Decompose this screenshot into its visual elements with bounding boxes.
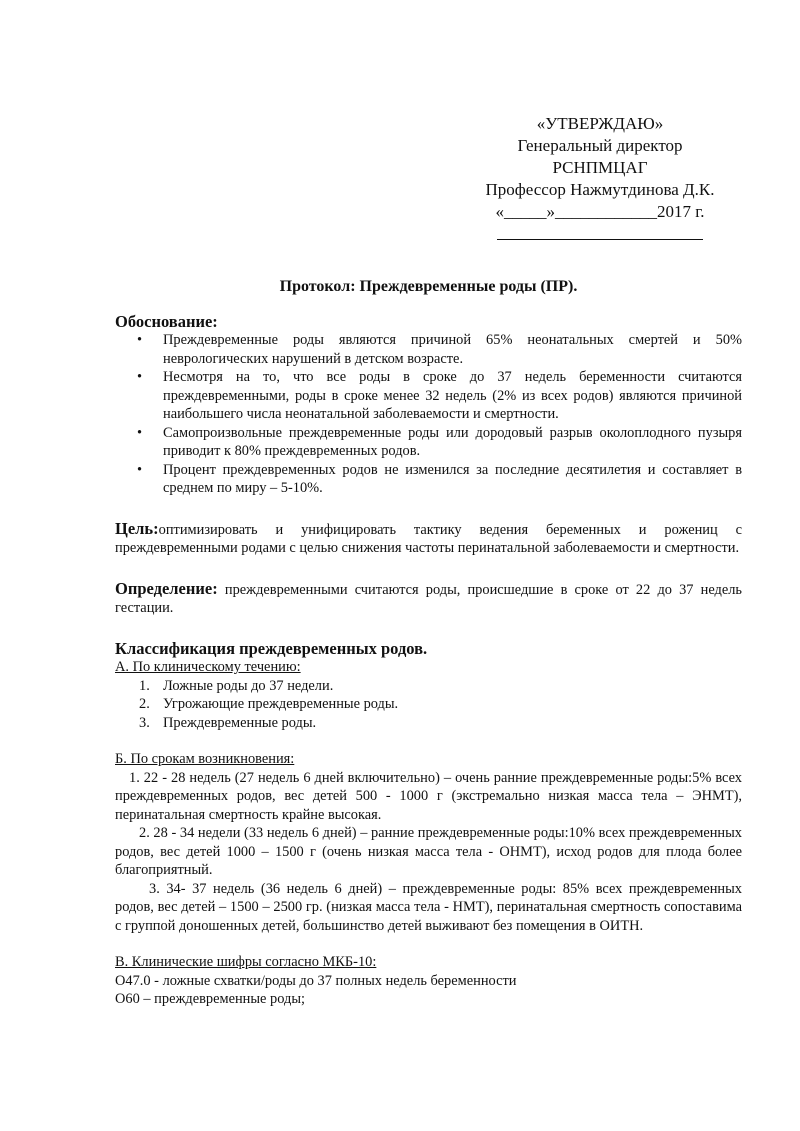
list-item: • Несмотря на то, что все роды в сроке до 37 недель беременности считаются преждевременными, роды в сроке менее 32 недель (2% из всех родов) являются причиной наибольшего числа неонатальной заболеваемости и смертности. [163, 368, 742, 424]
goal-heading: Цель: [115, 518, 159, 538]
classification-a-title: А. По клиническому течению: [115, 659, 301, 675]
classification-heading: Классификация преждевременных родов. [115, 638, 428, 658]
classification-c-title: В. Клинические шифры согласно МКБ-10: [115, 954, 377, 970]
list-item: • Самопроизвольные преждевременные роды или дородовый разрыв околоплодного пузыря приводит к 80% преждевременных родов. [163, 424, 742, 461]
list-item: 2. Угрожающие преждевременные роды. [139, 696, 399, 712]
approval-block [470, 113, 730, 240]
classification-b-title: Б. По срокам возникновения: [115, 751, 295, 767]
list-item: 1. Ложные роды до 37 недели. [139, 677, 334, 694]
classification-b-item: 2. 28 - 34 недели (33 недель 6 дней) – ранние преждевременные роды:10% всех преждевременных родов, вес детей 1000 – 1500 г (очень низкая масса тела - ОНМТ), исход родов для плода более благоприятный. [115, 825, 742, 878]
icd-code-item: О47.0 - ложные схватки/роды до 37 полных недель беременности [115, 972, 517, 989]
list-item: • Процент преждевременных родов не изменился за последние десятилетия и составляет в среднем по миру – 5-10%. [163, 461, 742, 498]
organization-name: РСНПМЦАГ [552, 158, 648, 177]
goal-text: оптимизировать и унифицировать тактику ведения беременных и рожениц с преждевременными родами с целью снижения частоты перинатальной заболеваемости и смертности. [115, 521, 742, 556]
rationale-list [115, 331, 742, 498]
document-title: Протокол: Преждевременные роды (ПР). [279, 278, 578, 295]
approval-date-line: «_____»____________2017 г. [495, 202, 705, 221]
signature-line [497, 229, 703, 240]
icd-code-item: О60 – преждевременные роды; [115, 991, 306, 1007]
definition-text: преждевременными считаются роды, происшедшие в сроке от 22 до 37 недель гестации. [115, 581, 742, 616]
document-body [115, 278, 742, 1009]
classification-a-list [115, 677, 742, 733]
approval-stamp: «УТВЕРЖДАЮ» [536, 114, 664, 133]
classification-b-item: 1. 22 - 28 недель (27 недель 6 дней включительно) – очень ранние преждевременные роды:5% всех преждевременных родов, вес детей 500 - 1000 г (экстремально низкая масса тела – ЭНМТ), перинатальная смертность крайне высокая. [115, 769, 742, 823]
classification-b-item: 3. 34- 37 недель (36 недель 6 дней) – преждевременные роды: 85% всех преждевременных родов, вес детей – 1500 – 2500 гр. (низкая масса тела - НМТ), перинатальная смертность сопоставима с группой доношенных детей, большинство детей выживают без помещения в ОИТН. [115, 880, 742, 934]
definition-paragraph [115, 580, 742, 618]
goal-paragraph [115, 520, 742, 558]
list-item: 3. Преждевременные роды. [139, 714, 317, 731]
definition-heading: Определение: [115, 578, 218, 598]
rationale-heading: Обоснование: [115, 311, 218, 331]
approver-position: Генеральный директор [517, 136, 683, 155]
approver-name: Профессор Нажмутдинова Д.К. [485, 180, 715, 199]
list-item: • Преждевременные роды являются причиной 65% неонатальных смертей и 50% неврологических нарушений в детском возрасте. [163, 331, 742, 368]
